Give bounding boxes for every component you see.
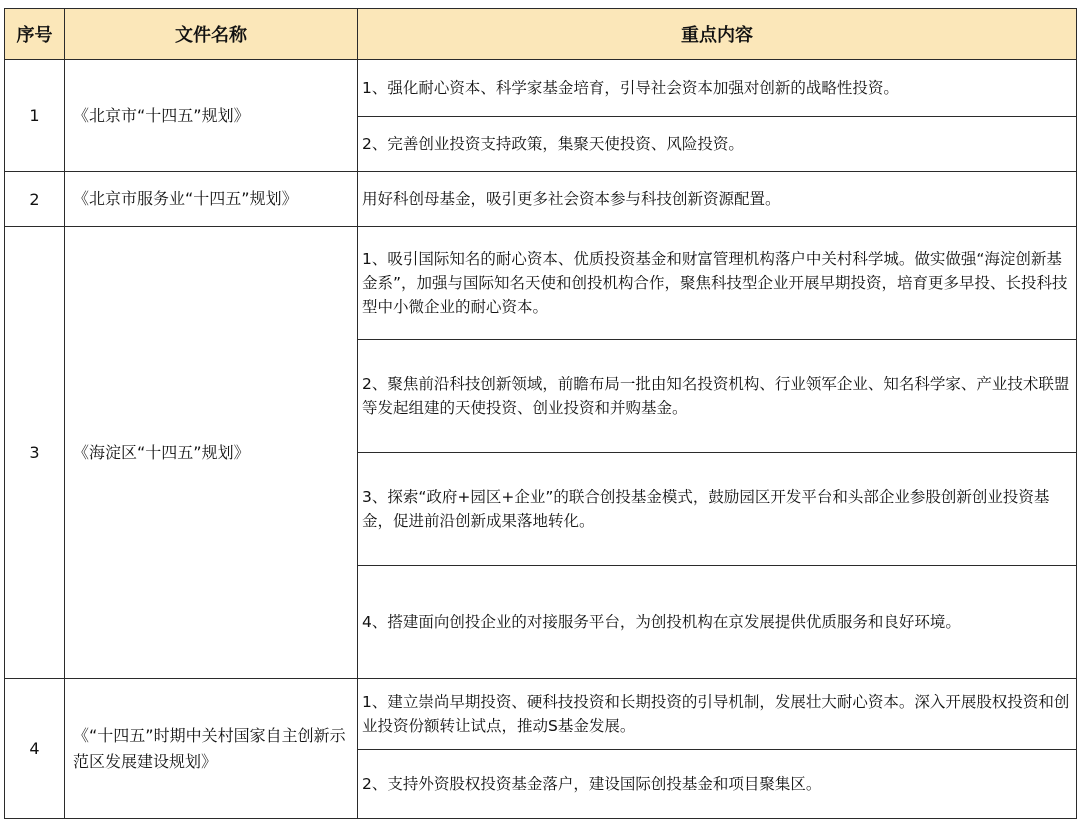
table-row: [5, 60, 1077, 117]
row-seq: 3: [5, 227, 65, 679]
row-doc-name: 《海淀区“十四五”规划》: [65, 227, 358, 679]
header-content: 重点内容: [358, 9, 1077, 60]
row-point: 用好科创母基金，吸引更多社会资本参与科技创新资源配置。: [358, 172, 1077, 227]
header-row: [5, 9, 1077, 60]
table-row: [5, 227, 1077, 340]
table-row: [5, 172, 1077, 227]
row-seq: 4: [5, 679, 65, 819]
row-seq: 2: [5, 172, 65, 227]
row-point: 2、完善创业投资支持政策，集聚天使投资、风险投资。: [358, 117, 1077, 172]
row-point: 3、探索“政府+园区+企业”的联合创投基金模式，鼓励园区开发平台和头部企业参股创新创业投资基金，促进前沿创新成果落地转化。: [358, 453, 1077, 566]
row-doc-name: 《“十四五”时期中关村国家自主创新示范区发展建设规划》: [65, 679, 358, 819]
row-doc-name: 《北京市“十四五”规划》: [65, 60, 358, 172]
row-point: 1、强化耐心资本、科学家基金培育，引导社会资本加强对创新的战略性投资。: [358, 60, 1077, 117]
row-point: 4、搭建面向创投企业的对接服务平台，为创投机构在京发展提供优质服务和良好环境。: [358, 566, 1077, 679]
policy-table: [4, 8, 1077, 819]
row-point: 1、吸引国际知名的耐心资本、优质投资基金和财富管理机构落户中关村科学城。做实做强“海淀创新基金系”，加强与国际知名天使和创投机构合作，聚焦科技型企业开展早期投资，培育更多早投、长投科技型中小微企业的耐心资本。: [358, 227, 1077, 340]
table-body: [5, 60, 1077, 819]
table-row: [5, 679, 1077, 750]
row-point: 1、建立崇尚早期投资、硬科技投资和长期投资的引导机制，发展壮大耐心资本。深入开展股权投资和创业投资份额转让试点，推动S基金发展。: [358, 679, 1077, 750]
header-seq: 序号: [5, 9, 65, 60]
row-doc-name: 《北京市服务业“十四五”规划》: [65, 172, 358, 227]
table-header: [5, 9, 1077, 60]
row-seq: 1: [5, 60, 65, 172]
row-point: 2、聚焦前沿科技创新领域，前瞻布局一批由知名投资机构、行业领军企业、知名科学家、产业技术联盟等发起组建的天使投资、创业投资和并购基金。: [358, 340, 1077, 453]
header-doc: 文件名称: [65, 9, 358, 60]
row-point: 2、支持外资股权投资基金落户，建设国际创投基金和项目聚集区。: [358, 750, 1077, 819]
